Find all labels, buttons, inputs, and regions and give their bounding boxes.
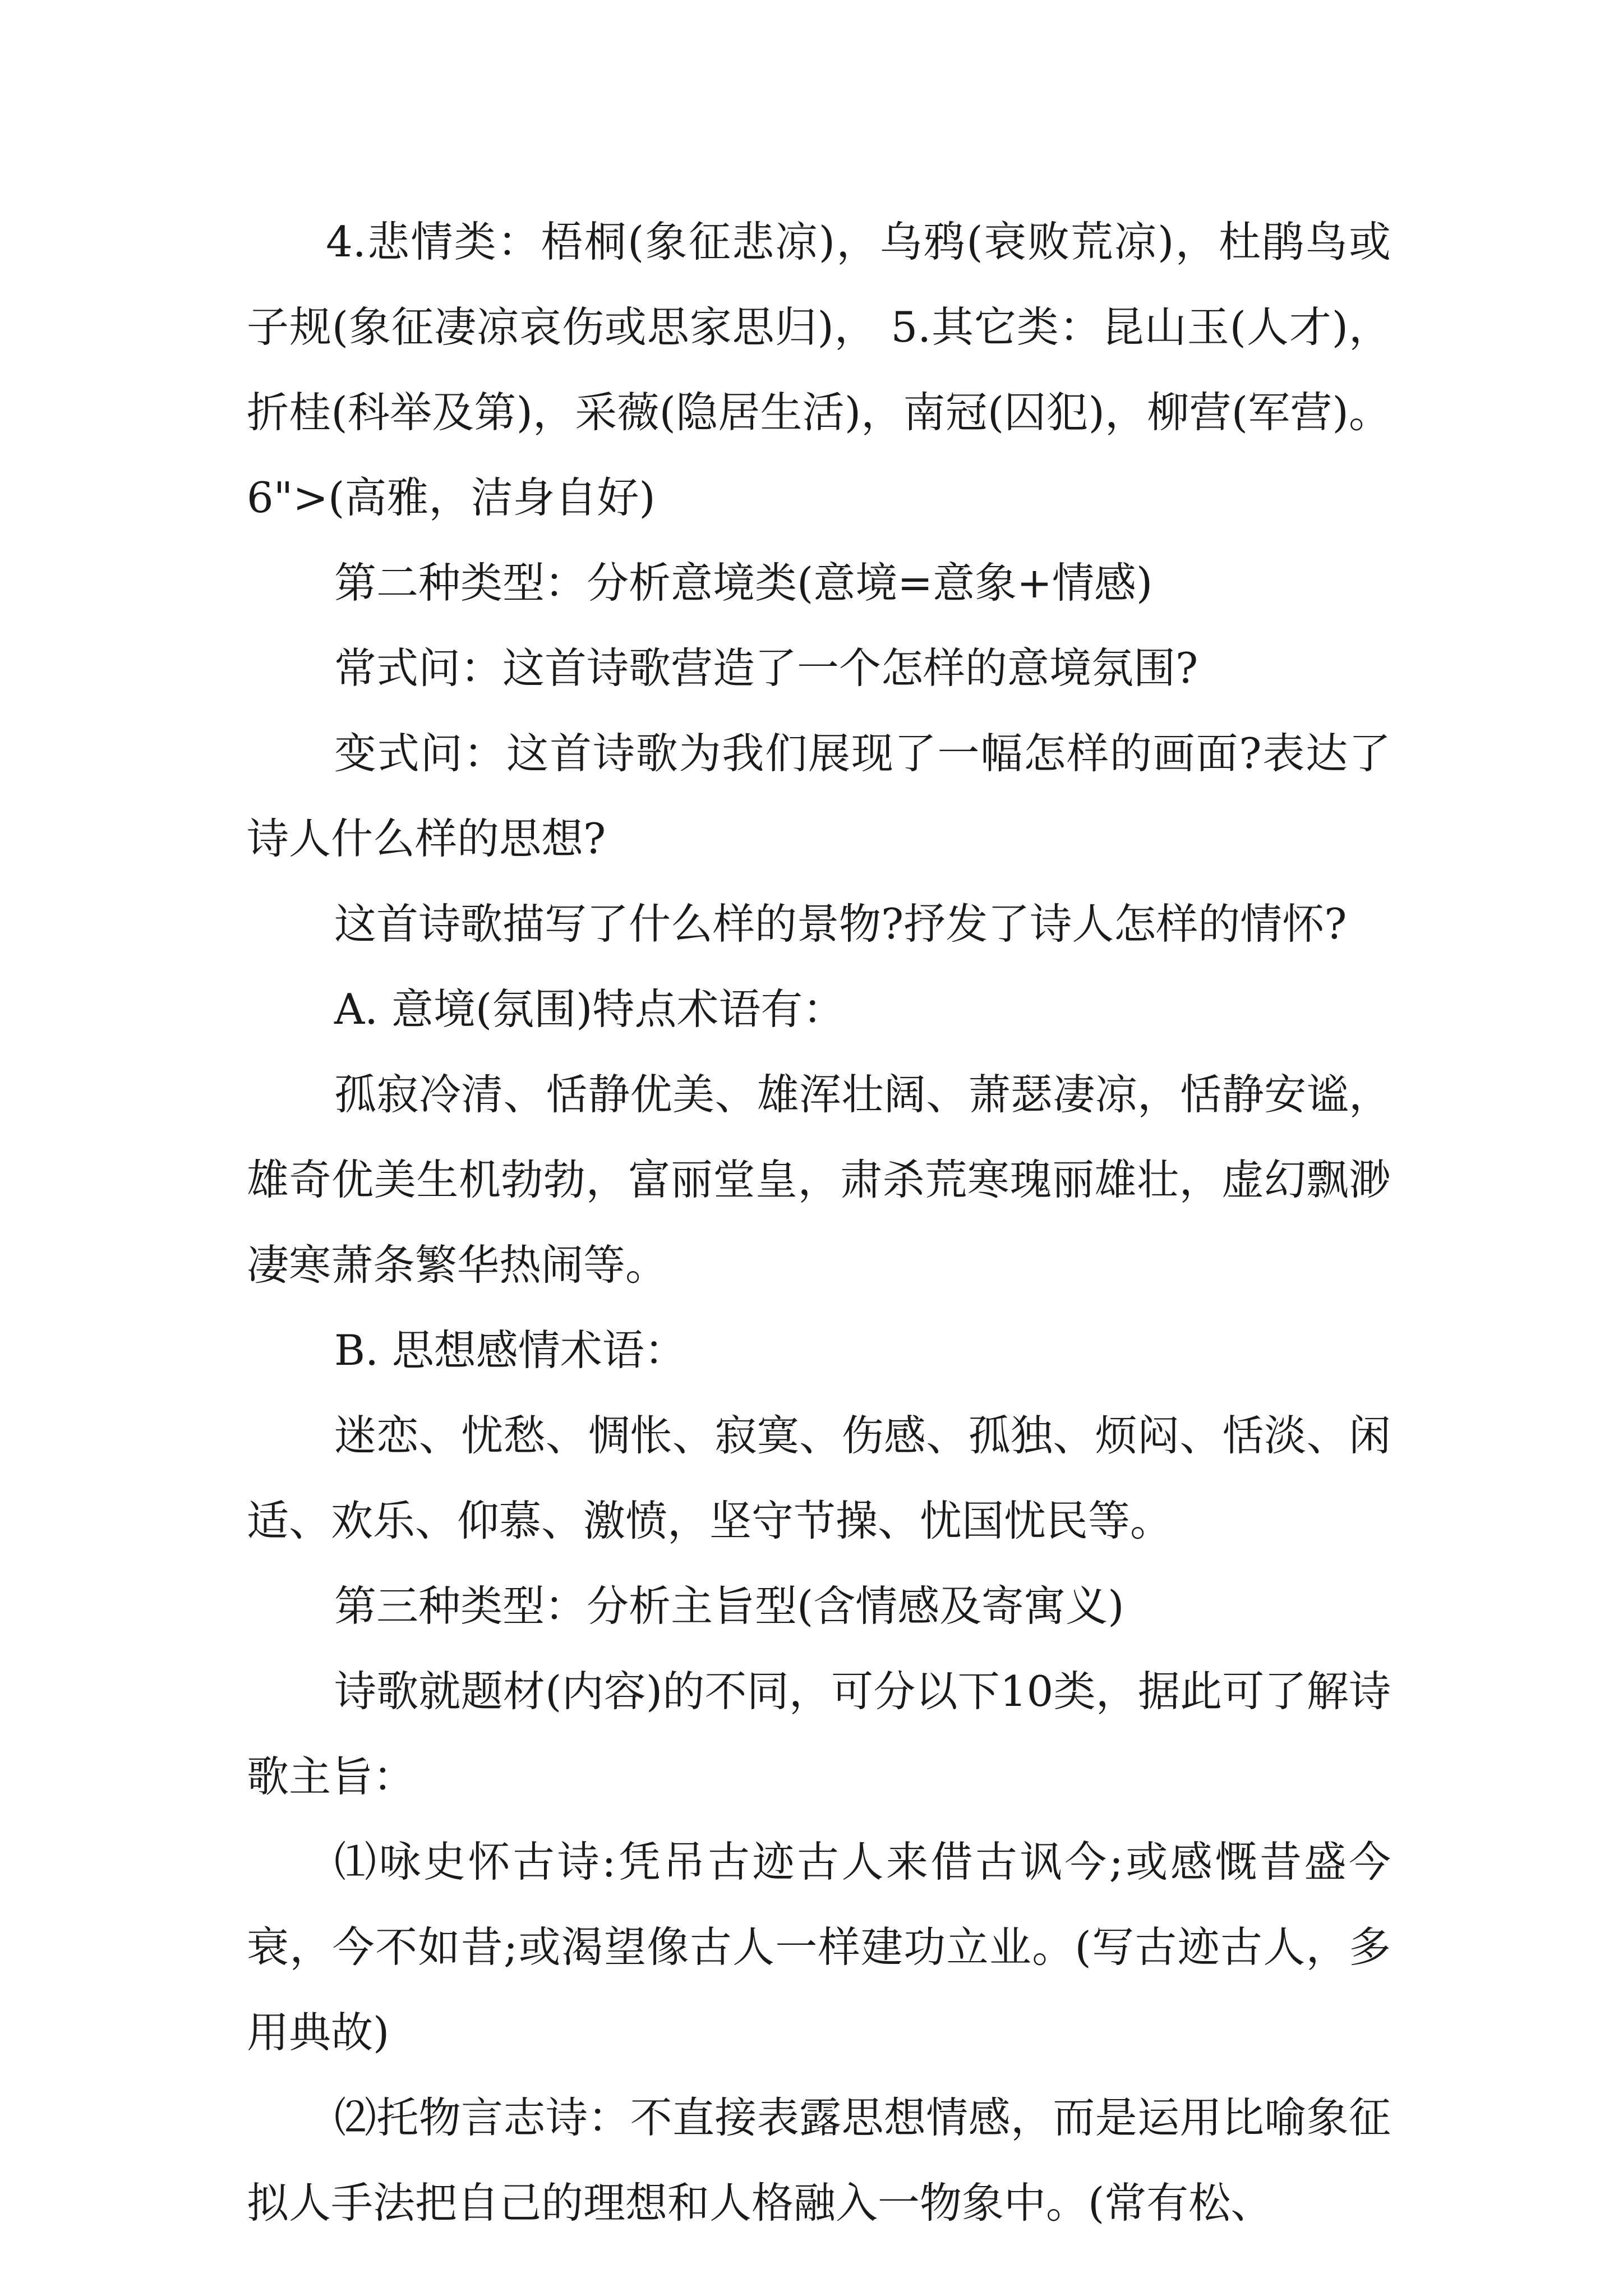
paragraph-sad-category: 4.悲情类：梧桐(象征悲凉)，乌鸦(衰败荒凉)，杜鹃鸟或子规(象征凄凉哀伤或思家思归)， 5.其它类：昆山玉(人才)，折桂(科举及第)，采薇(隐居生活)，南冠(囚犯)，柳营(军营)。6">(高雅，洁身自好) xyxy=(247,217,1391,522)
paragraph-type-two-heading: 第二种类型：分析意境类(意境=意象+情感) xyxy=(334,558,1153,608)
paragraph-mood-terms: 孤寂冷清、恬静优美、雄浑壮阔、萧瑟凄凉，恬静安谧，雄奇优美生机勃勃，富丽堂皇，肃杀荒寒瑰丽雄壮，虚幻飘渺凄寒萧条繁华热闹等。 xyxy=(247,1070,1391,1290)
paragraph-variant-question: 变式问：这首诗歌为我们展现了一幅怎样的画面?表达了诗人什么样的思想? xyxy=(247,729,1391,863)
paragraph-object-poems: ⑵托物言志诗：不直接表露思想情感，而是运用比喻象征拟人手法把自己的理想和人格融入一物象中。(常有松、 xyxy=(247,2093,1391,2228)
paragraph-emotion-terms: 迷恋、忧愁、惆怅、寂寞、伤感、孤独、烦闷、恬淡、闲适、欢乐、仰慕、激愤，坚守节操、忧国忧民等。 xyxy=(247,1411,1391,1545)
paragraph-type-three-heading: 第三种类型：分析主旨型(含情感及寄寓义) xyxy=(334,1581,1124,1631)
paragraph-scenery-question: 这首诗歌描写了什么样的景物?抒发了诗人怎样的情怀? xyxy=(334,899,1347,949)
paragraph-emotion-terms-heading: B. 思想感情术语： xyxy=(334,1326,686,1375)
paragraph-mood-terms-heading: A. 意境(氛围)特点术语有： xyxy=(334,984,845,1034)
paragraph-standard-question: 常式问：这首诗歌营造了一个怎样的意境氛围? xyxy=(334,643,1198,693)
paragraph-ten-categories: 诗歌就题材(内容)的不同，可分以下10类，据此可了解诗歌主旨： xyxy=(247,1667,1391,1801)
document-body xyxy=(247,199,1391,2246)
paragraph-history-poems: ⑴咏史怀古诗:凭吊古迹古人来借古讽今;或感慨昔盛今衰，今不如昔;或渴望像古人一样建功立业。(写古迹古人，多用典故) xyxy=(247,1837,1391,2057)
